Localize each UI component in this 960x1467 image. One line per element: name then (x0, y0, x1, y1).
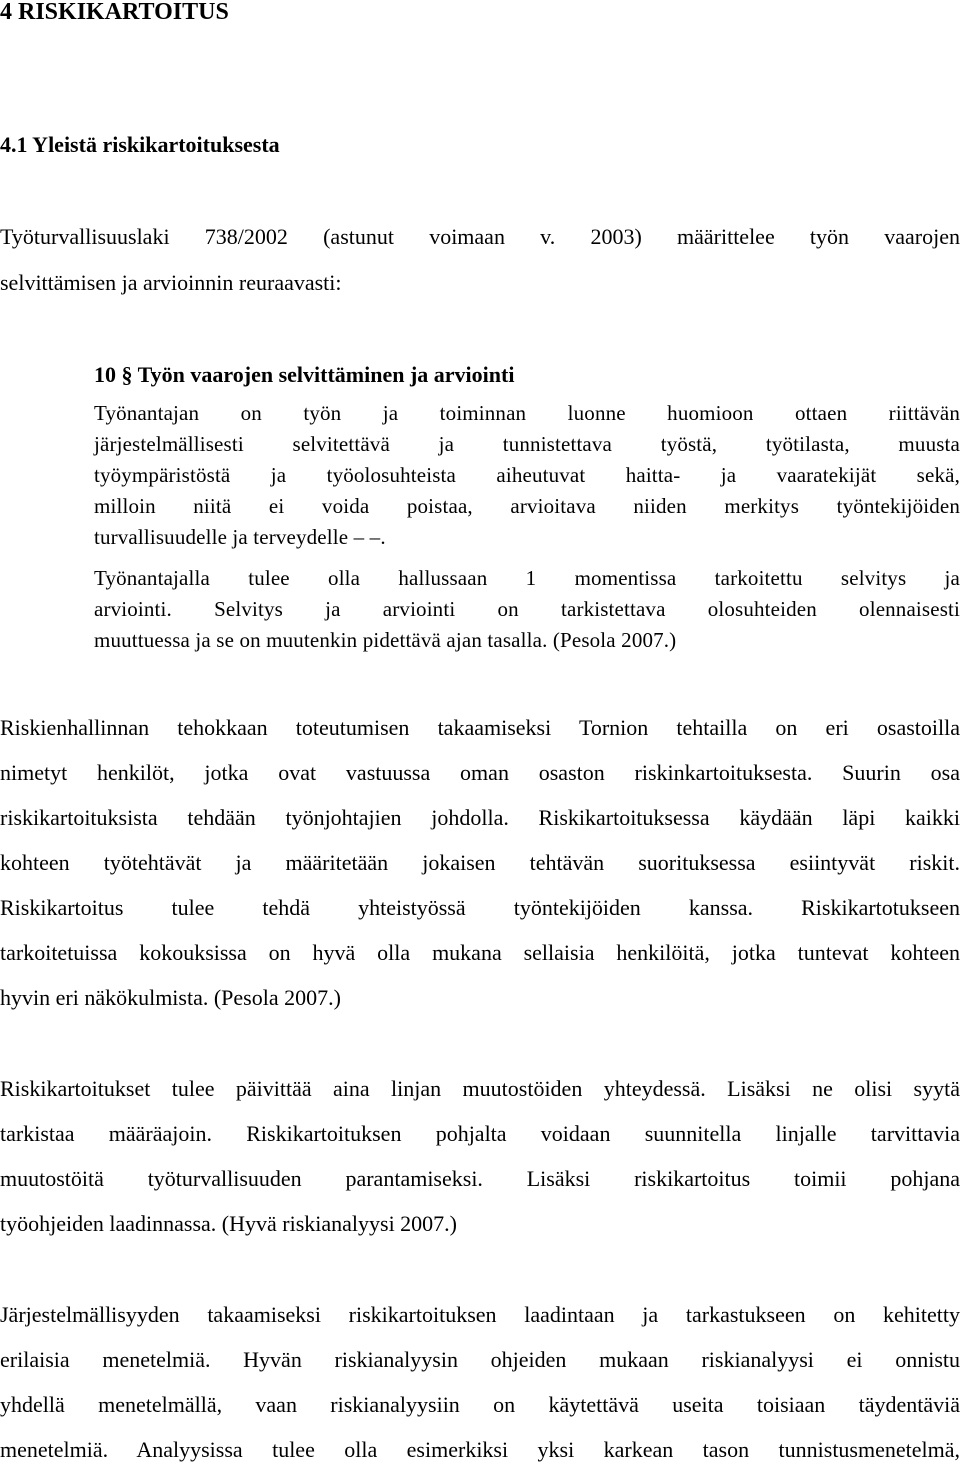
quote-line: muuttuessa ja se on muutenkin pidettävä ajan tasalla. (Pesola 2007.) (94, 628, 677, 652)
quote-line: milloin niitä ei voida poistaa, arvioitava niiden merkitys työntekijöiden (94, 494, 960, 518)
text-line: Riskikartoitus tulee tehdä yhteistyössä työntekijöiden kanssa. Riskikartotukseen (0, 895, 960, 920)
text-line: tarkoitetuissa kokouksissa on hyvä olla mukana sellaisia henkilöitä, jotka tuntevat kohteen (0, 940, 960, 965)
text-line: Järjestelmällisyyden takaamiseksi riskikartoituksen laadintaan ja tarkastukseen on kehitetty (0, 1302, 960, 1327)
quote-line: turvallisuudelle ja terveydelle – –. (94, 525, 386, 549)
section-heading: 4.1 Yleistä riskikartoituksesta (0, 132, 280, 157)
text-line: tarkistaa määräajoin. Riskikartoituksen pohjalta voidaan suunnitella linjalle tarvittavia (0, 1121, 960, 1146)
text-line: riskikartoituksista tehdään työnjohtajien johdolla. Riskikartoituksessa käydään läpi kaikki (0, 805, 960, 830)
quote-line: järjestelmällisesti selvitettävä ja tunnistettava työstä, työtilasta, muusta (94, 432, 960, 456)
quote-line: Työnantajalla tulee olla hallussaan 1 momentissa tarkoitettu selvitys ja (94, 566, 960, 590)
quote-line: arviointi. Selvitys ja arviointi on tarkistettava olosuhteiden olennaisesti (94, 597, 960, 621)
text-line: kohteen työtehtävät ja määritetään jokaisen tehtävän suorituksessa esiintyvät riskit. (0, 850, 960, 875)
text-line: menetelmiä. Analyysissa tulee olla esimerkiksi yksi karkean tason tunnistusmenetelmä, (0, 1437, 960, 1462)
text-line: yhdellä menetelmällä, vaan riskianalyysiin on käytettävä useita toisiaan täydentäviä (0, 1392, 960, 1417)
text-line: muutostöitä työturvallisuuden parantamiseksi. Lisäksi riskikartoitus toimii pohjana (0, 1166, 960, 1191)
text-line: Riskikartoitukset tulee päivittää aina linjan muutostöiden yhteydessä. Lisäksi ne olisi syytä (0, 1076, 960, 1101)
chapter-heading: 4 RISKIKARTOITUS (0, 0, 229, 25)
text-line: erilaisia menetelmiä. Hyvän riskianalyysin ohjeiden mukaan riskianalyysi ei onnistu (0, 1347, 960, 1372)
quote-title: 10 § Työn vaarojen selvittäminen ja arviointi (94, 362, 515, 387)
text-line: Riskienhallinnan tehokkaan toteutumisen takaamiseksi Tornion tehtailla on eri osastoilla (0, 715, 960, 740)
quote-line: Työnantajan on työn ja toiminnan luonne huomioon ottaen riittävän (94, 401, 960, 425)
text-line: työohjeiden laadinnassa. (Hyvä riskianalyysi 2007.) (0, 1211, 458, 1236)
quote-line: työympäristöstä ja työolosuhteista aiheutuvat haitta- ja vaaratekijät sekä, (94, 463, 960, 487)
text-line: Työturvallisuuslaki 738/2002 (astunut voimaan v. 2003) määrittelee työn vaarojen (0, 224, 960, 249)
text-line: hyvin eri näkökulmista. (Pesola 2007.) (0, 985, 341, 1010)
text-line: selvittämisen ja arvioinnin reuraavasti: (0, 270, 342, 295)
text-line: nimetyt henkilöt, jotka ovat vastuussa oman osaston riskinkartoituksesta. Suurin osa (0, 760, 960, 785)
